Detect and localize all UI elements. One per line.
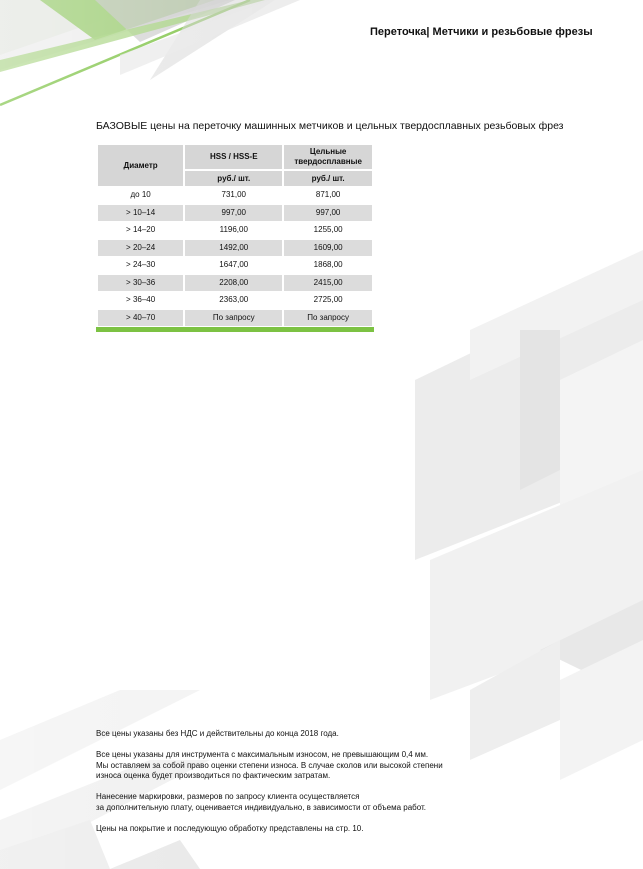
carbide-price-cell: 871,00 [284, 186, 372, 204]
footnotes [96, 729, 516, 845]
note-wear-line-3: износа оценка будет производиться по фактическим затратам. [96, 771, 331, 780]
note-marking-line-2: за дополнительную плату, оценивается индивидуально, в зависимости от объема работ. [96, 802, 427, 812]
note-wear-line-1: Все цены указаны для инструмента с максимальным износом, не превышающим 0,4 мм. [96, 750, 429, 759]
note-wear [96, 750, 516, 782]
note-wear-line-2: Мы оставляем за собой право оценки степени износа. В случае сколов или высокой степени [96, 760, 443, 770]
diameter-cell: > 36–40 [98, 291, 183, 309]
carbide-price-cell: По запросу [284, 309, 372, 327]
diameter-cell: до 10 [98, 186, 183, 204]
column-header-hss: HSS / HSS-E [185, 145, 282, 169]
table-bottom-accent-bar [96, 327, 374, 332]
carbide-price-cell: 1609,00 [284, 239, 372, 257]
unit-label-hss: руб./ шт. [185, 169, 282, 186]
hss-price-cell: 731,00 [185, 186, 282, 204]
carbide-price-cell: 1868,00 [284, 256, 372, 274]
unit-label-carbide: руб./ шт. [284, 169, 372, 186]
note-coating: Цены на покрытие и последующую обработку представлены на стр. 10. [96, 823, 364, 833]
diameter-cell: > 30–36 [98, 274, 183, 292]
diameter-cell: > 10–14 [98, 204, 183, 222]
table-row [98, 274, 372, 292]
column-header-diameter: Диаметр [98, 145, 183, 186]
carbide-price-cell: 997,00 [284, 204, 372, 222]
page-header-title: Переточка| Метчики и резьбовые фрезы [370, 26, 593, 38]
hss-price-cell: 2208,00 [185, 274, 282, 292]
hss-price-cell: 1196,00 [185, 221, 282, 239]
hss-price-cell: 2363,00 [185, 291, 282, 309]
diameter-cell: > 24–30 [98, 256, 183, 274]
diameter-cell: > 14–20 [98, 221, 183, 239]
diameter-cell: > 40–70 [98, 309, 183, 327]
hss-price-cell: По запросу [185, 309, 282, 327]
carbide-price-cell: 2725,00 [284, 291, 372, 309]
table-row [98, 256, 372, 274]
table-row [98, 221, 372, 239]
carbide-price-cell: 2415,00 [284, 274, 372, 292]
section-title: БАЗОВЫЕ цены на переточку машинных метчиков и цельных твердосплавных резьбовых фрез [96, 120, 564, 132]
table-row [98, 291, 372, 309]
carbide-price-cell: 1255,00 [284, 221, 372, 239]
hss-price-cell: 1492,00 [185, 239, 282, 257]
note-marking [96, 792, 516, 813]
note-vat: Все цены указаны без НДС и действительны до конца 2018 года. [96, 729, 339, 738]
column-header-carbide: Цельные твердосплавные [284, 145, 372, 169]
table-row [98, 204, 372, 222]
note-marking-line-1: Нанесение маркировки, размеров по запросу клиента осуществляется [96, 792, 360, 801]
table-row [98, 309, 372, 327]
hss-price-cell: 1647,00 [185, 256, 282, 274]
table-row [98, 239, 372, 257]
table-row [98, 186, 372, 204]
price-table [96, 145, 374, 326]
hss-price-cell: 997,00 [185, 204, 282, 222]
diameter-cell: > 20–24 [98, 239, 183, 257]
